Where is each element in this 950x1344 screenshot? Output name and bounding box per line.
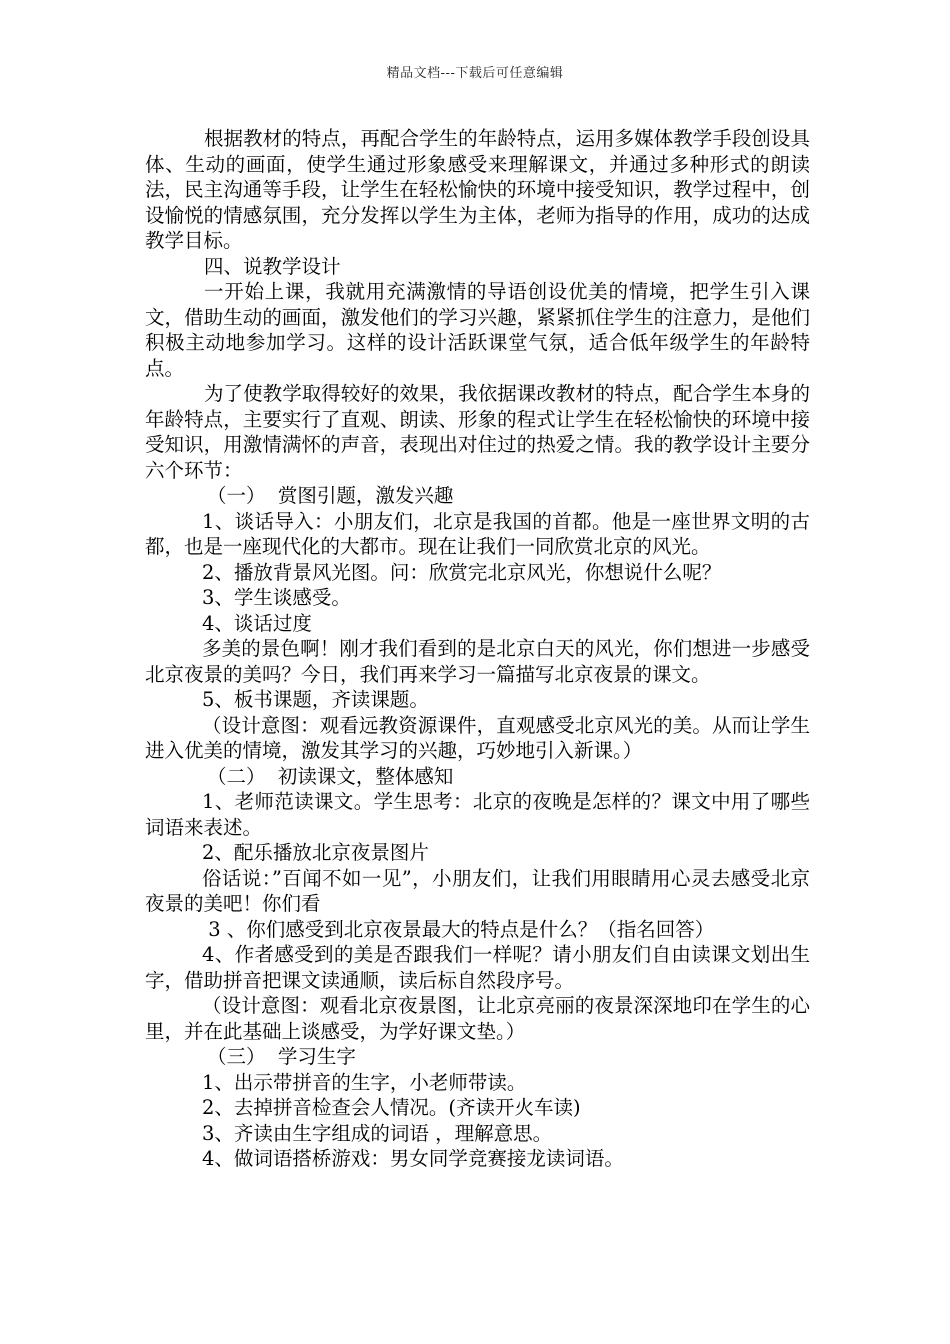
list-item: 3、齐读由生字组成的词语 ，理解意思。 (202, 1121, 553, 1145)
list-item: 4、作者感受到的美是否跟我们一样呢？请小朋友们自由读课文划出生字，借助拼音把课文读通顺，读后标自然段序号。 (145, 943, 810, 992)
design-intent-note: （设计意图：观看北京夜景图，让北京亮丽的夜景深深地印在学生的心里，并在此基础上谈感受，为学好课文垫。） (145, 994, 810, 1043)
paragraph-teaching-method: 根据教材的特点，再配合学生的年龄特点，运用多媒体教学手段创设具体、生动的画面，使学生通过形象感受来理解课文，并通过多种形式的朗读法，民主沟通等手段，让学生在轻松愉快的环境中接受知识，教学过程中，创设愉悦的情感氛围，充分发挥以学生为主体，老师为指导的作用，成功的达成教学目标。 (145, 127, 810, 252)
section-heading-2: （二） 初读课文，整体感知 (207, 764, 454, 788)
heading-teaching-design: 四、说教学设计 (204, 254, 341, 278)
list-item: 2、播放背景风光图。问：欣赏完北京风光，你想说什么呢？ (202, 560, 722, 584)
section-heading-3: （三） 学习生字 (207, 1045, 356, 1068)
paragraph-saying: 俗话说：”百闻不如一见”，小朋友们，让我们用眼睛用心灵去感受北京夜景的美吧！你们看 (145, 866, 810, 915)
paragraph-transition: 多美的景色啊！刚才我们看到的是北京白天的风光，你们想进一步感受北京夜景的美吗？今日，我们再来学习一篇描写北京夜景的课文。 (145, 637, 810, 686)
list-item: 3 、你们感受到北京夜景最大的特点是什么？（指名回答） (202, 917, 715, 941)
paragraph-opening: 一开始上课，我就用充满激情的导语创设优美的情境，把学生引入课文，借助生动的画面，激发他们的学习兴趣，紧紧抓住学生的注意力，是他们积极主动地参加学习。这样的设计活跃课堂气氛，适合低年级学生的年龄特点。 (145, 280, 810, 380)
paragraph-design-overview: 为了使教学取得较好的效果，我依据课改教材的特点，配合学生本身的年龄特点，主要实行了直观、朗读、形象的程式让学生在轻松愉快的环境中接受知识，用激情满怀的声音，表现出对住过的热爱之情。我的教学设计主要分六个环节： (145, 382, 810, 482)
list-item: 1、出示带拼音的生字，小老师带读。 (202, 1070, 527, 1094)
list-item: 4、做词语搭桥游戏：男女同学竞赛接龙读词语。 (202, 1147, 624, 1170)
list-item: 5、板书课题，齐读课题。 (202, 688, 429, 711)
list-item: 2、配乐播放北京夜景图片 (202, 841, 429, 864)
list-item: 4、谈话过度 (202, 611, 312, 635)
document-body (145, 126, 810, 1172)
design-intent-note: （设计意图：观看远教资源课件，直观感受北京风光的美。从而让学生进入优美的情境，激发其学习的兴趣，巧妙地引入新课。） (145, 713, 810, 762)
list-item: 1、谈话导入：小朋友们，北京是我国的首都。他是一座世界文明的古都，也是一座现代化的大都市。现在让我们一同欣赏北京的风光。 (145, 509, 810, 558)
list-item: 3、学生谈感受。 (202, 586, 351, 609)
list-item: 2、去掉拼音检查会人情况。(齐读开火车读) (202, 1096, 581, 1119)
page-header: 精品文档---下载后可任意编辑 (386, 66, 564, 81)
list-item: 1、老师范读课文。学生思考：北京的夜晚是怎样的？课文中用了哪些词语来表述。 (145, 790, 810, 839)
section-heading-1: （一） 赏图引题，激发兴趣 (207, 484, 454, 507)
